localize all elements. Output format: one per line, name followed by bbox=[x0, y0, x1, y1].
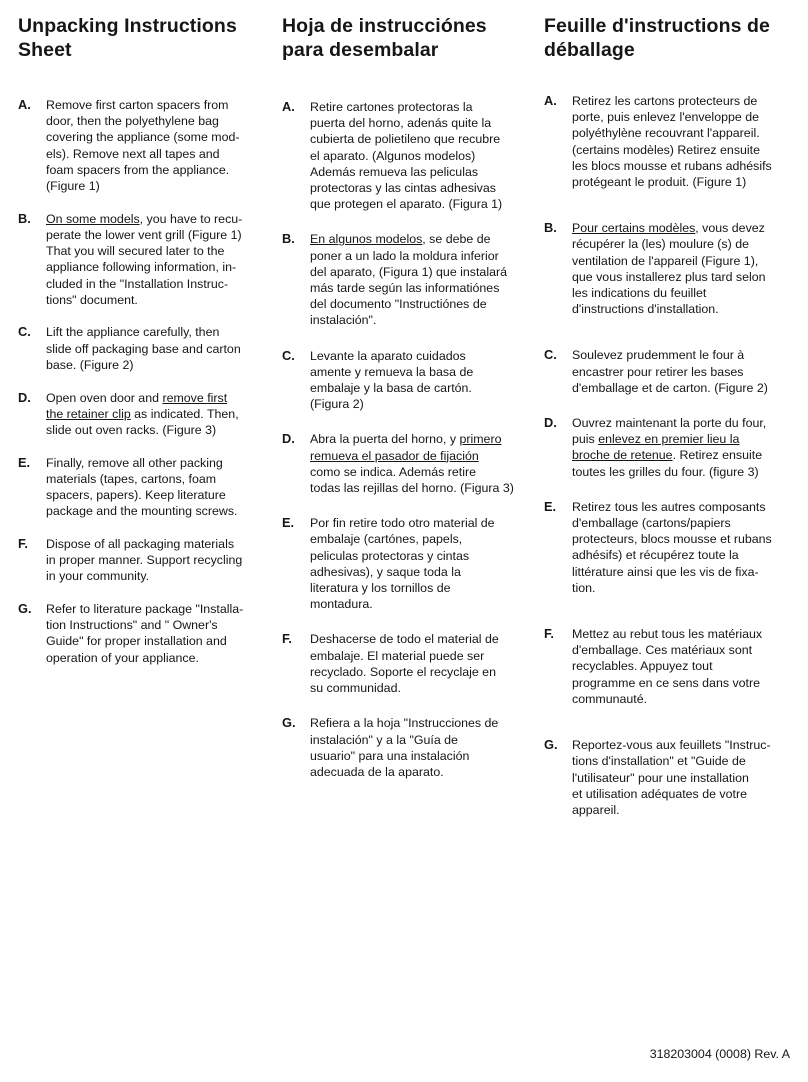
instruction-g bbox=[18, 601, 258, 666]
item-text: Mettez au rebut tous les matériaux d'emballage. Ces matériaux sont recyclables. Appuyez tout programme en ce sens dans votre communauté. bbox=[572, 627, 763, 706]
item-letter: D. bbox=[282, 431, 295, 447]
item-text: Pour certains modèles, vous devez récupérer la (les) moulure (s) de ventilation de l'appareil (Figure 1), que vous installerez plus tard selon les indications du feuillet d'instructions d'installation. bbox=[572, 221, 766, 317]
item-text: Dispose of all packaging materials in proper manner. Support recycling in your community. bbox=[46, 536, 243, 584]
instruction-f bbox=[282, 631, 522, 696]
underlined-text: primero bbox=[459, 432, 502, 447]
item-text: Open oven door and remove first the retainer clip as indicated. Then, slide out oven racks. (Figure 3) bbox=[46, 390, 239, 437]
instruction-a bbox=[18, 97, 258, 194]
item-letter: G. bbox=[18, 601, 32, 617]
title-spanish: Hoja de instrucciónes para desembalar bbox=[282, 15, 487, 61]
underlined-text: remove first bbox=[162, 390, 228, 405]
column-spanish bbox=[282, 14, 522, 799]
item-letter: B. bbox=[544, 220, 557, 236]
instruction-g bbox=[282, 715, 522, 780]
item-letter: A. bbox=[544, 93, 557, 108]
item-letter: F. bbox=[18, 535, 28, 551]
instruction-e bbox=[282, 515, 522, 612]
column-french bbox=[544, 14, 794, 837]
item-text: Lift the appliance carefully, then slide off packaging base and carton base. (Figure 2) bbox=[46, 325, 241, 372]
instruction-b bbox=[282, 231, 522, 328]
item-text: Remove first carton spacers from door, then the polyethylene bag covering the appliance (some mod- els). Remove next all tapes and foam spacers from the appliance. (Figure 1) bbox=[46, 98, 240, 194]
instruction-a bbox=[544, 93, 794, 190]
item-letter: E. bbox=[282, 515, 295, 531]
item-letter: E. bbox=[544, 498, 557, 514]
item-letter: D. bbox=[18, 389, 31, 405]
instruction-f bbox=[18, 536, 258, 585]
instruction-d bbox=[544, 415, 794, 480]
item-letter: E. bbox=[18, 454, 31, 470]
item-letter: F. bbox=[282, 631, 292, 647]
underlined-text: En algunos modelos bbox=[310, 232, 423, 247]
instruction-c bbox=[544, 347, 794, 396]
instruction-c bbox=[18, 324, 258, 373]
item-letter: C. bbox=[18, 324, 31, 340]
item-letter: B. bbox=[18, 210, 31, 226]
underlined-text: broche de retenue bbox=[572, 448, 673, 463]
instruction-a bbox=[282, 99, 522, 212]
item-text: Levante la aparato cuidados amente y remueva la basa de embalaje y la basa de cartón. (Figura 2) bbox=[310, 348, 474, 412]
column-english bbox=[18, 14, 258, 682]
instruction-b bbox=[18, 211, 258, 308]
item-text: En algunos modelos, se debe de poner a un lado la moldura inferior del aparato, (Figura 1) que instalará más tarde según las informatiónes del documento "Instructiónes de instalación". bbox=[310, 232, 507, 328]
item-text: Retire cartones protectoras la puerta del horno, adenás quite la cubierta de polietileno que recubre el aparato. (Algunos modelos) Además remueva las peliculas protectoras y las cintas adhesivas que protegen el aparato. (Figura 1) bbox=[310, 100, 503, 212]
item-text: Deshacerse de todo el material de embalaje. El material puede ser recyclado. Soporte el recyclaje en su communidad. bbox=[310, 632, 499, 696]
underlined-text: the retainer clip bbox=[46, 406, 131, 421]
item-letter: A. bbox=[282, 99, 295, 114]
instruction-c bbox=[282, 348, 522, 413]
item-text: Soulevez prudemment le four à encastrer pour retirer les bases d'emballage et de carton. (Figure 2) bbox=[572, 348, 768, 395]
instruction-d bbox=[282, 431, 522, 496]
item-letter: D. bbox=[544, 415, 557, 431]
item-text: Reportez-vous aux feuillets "Instruc- tions d'installation" et "Guide de l'utilisateur" pour une installation et utilisation adéquates de votre appareil. bbox=[572, 738, 771, 817]
item-letter: B. bbox=[282, 231, 295, 247]
item-text: Abra la puerta del horno, y primero remueva el pasador de fijación como se indica. Además retire todas las rejillas del horno. (Figura 3) bbox=[310, 432, 514, 496]
item-letter: G. bbox=[544, 737, 558, 753]
item-letter: G. bbox=[282, 715, 296, 731]
item-text: Retirez les cartons protecteurs de porte, puis enlevez l'enveloppe de polyéthylène recouvrant l'appareil. (certains modèles) Retirez ensuite les blocs mousse et rubans adhésifs protégeant le produit. (Figure 1) bbox=[572, 94, 772, 190]
instruction-e bbox=[544, 499, 794, 596]
instruction-e bbox=[18, 455, 258, 520]
item-text: Finally, remove all other packing materials (tapes, cartons, foam spacers, papers). Keep literature package and the mounting screws. bbox=[46, 455, 238, 519]
document-number: 318203004 (0008) Rev. A bbox=[649, 1047, 790, 1061]
item-letter: C. bbox=[544, 347, 557, 363]
item-text: Por fin retire todo otro material de embalaje (cartónes, papels, peliculas protectoras y cintas adhesivas), y saque toda la literatura y los tornillos de montadura. bbox=[310, 516, 495, 612]
item-text: Ouvrez maintenant la porte du four, puis enlevez en premier lieu la broche de retenue. Retirez ensuite toutes les grilles du four. (figure 3) bbox=[572, 416, 767, 479]
title-english: Unpacking Instructions Sheet bbox=[18, 15, 237, 61]
item-text: On some models, you have to recu- perate the lower vent grill (Figure 1) That you will secured later to the appliance following information, in- cluded in the "Installation Instruc- tions" document. bbox=[46, 211, 243, 307]
underlined-text: Pour certains modèles bbox=[572, 221, 696, 236]
instruction-f bbox=[544, 626, 794, 707]
item-letter: C. bbox=[282, 347, 295, 363]
underlined-text: remueva el pasador de fijación bbox=[310, 448, 479, 463]
item-text: Refer to literature package "Installa- tion Instructions" and " Owner's Guide" for proper installation and operation of your appliance. bbox=[46, 602, 244, 665]
item-text: Refiera a la hoja "Instrucciones de instalación" y a la "Guía de usuario" para una instalación adecuada de la aparato. bbox=[310, 716, 499, 779]
item-letter: A. bbox=[18, 97, 31, 112]
instruction-b bbox=[544, 220, 794, 317]
instruction-g bbox=[544, 737, 794, 818]
underlined-text: On some models bbox=[46, 211, 140, 226]
title-french: Feuille d'instructions de déballage bbox=[544, 15, 770, 61]
item-text: Retirez tous les autres composants d'emballage (cartons/papiers protecteurs, blocs mousse et rubans adhésifs) et récupérez toute la littérature ainsi que les vis de fixa- tion. bbox=[572, 499, 772, 595]
item-letter: F. bbox=[544, 626, 554, 642]
instruction-d bbox=[18, 390, 258, 439]
underlined-text: enlevez en premier lieu la bbox=[598, 432, 740, 447]
